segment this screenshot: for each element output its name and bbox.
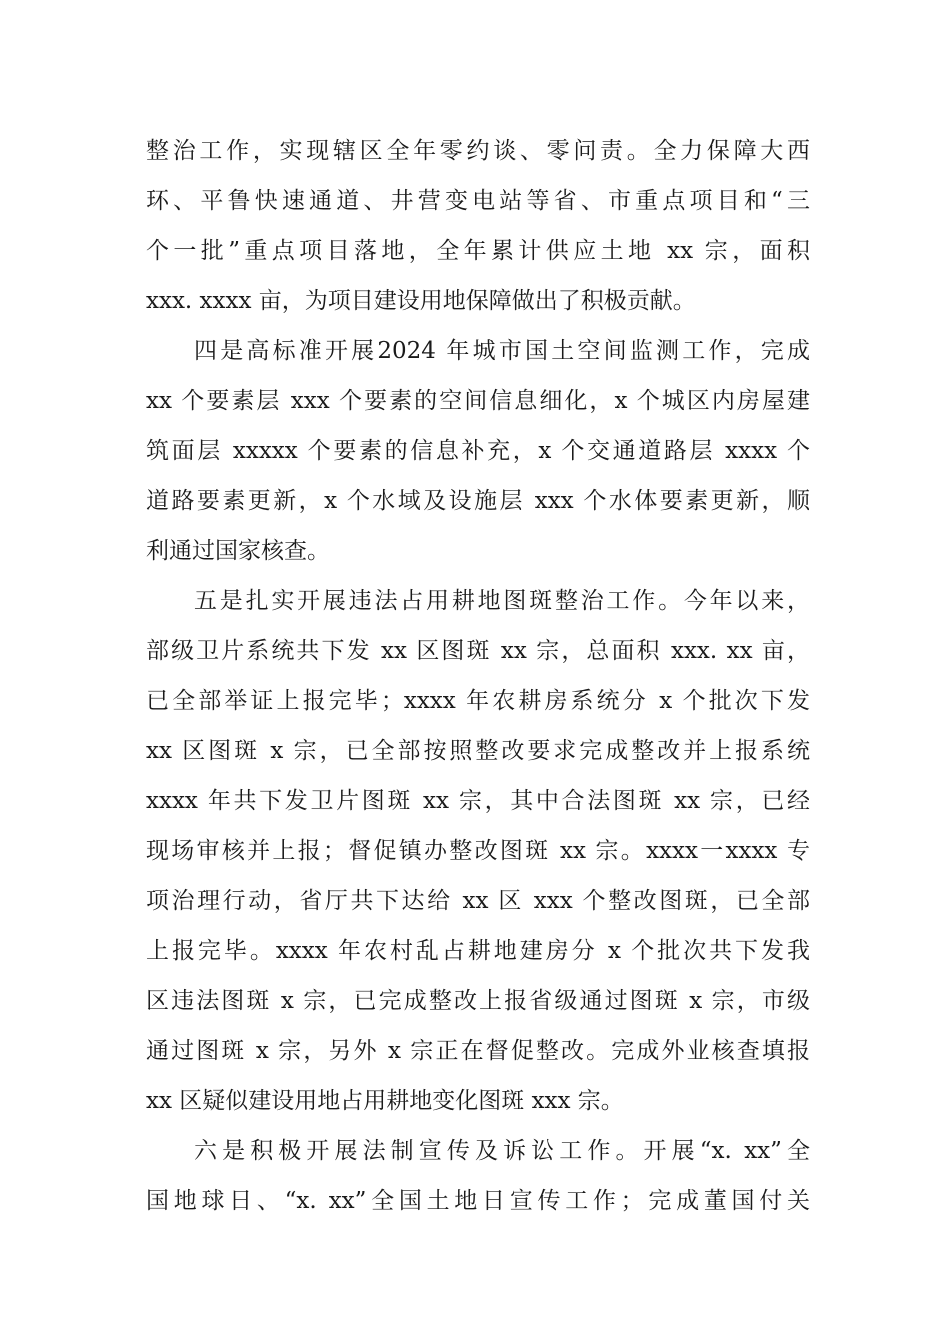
text-line: 四是高标准开展2024 年城市国土空间监测工作，完成 [194,338,810,364]
text-line: 整治工作，实现辖区全年零约谈、零问责。全力保障大西 [146,138,810,164]
text-line: 现场审核并上报；督促镇办整改图斑 xx 宗。xxxx一xxxx 专 [146,838,810,864]
text-line: 六是积极开展法制宣传及诉讼工作。开展“x. xx”全 [194,1138,810,1164]
paragraph-six [146,1126,810,1226]
text-line: xx 区疑似建设用地占用耕地变化图斑 xxx 宗。 [146,1088,624,1114]
text-line: 区违法图斑 x 宗，已完成整改上报省级通过图斑 x 宗，市级 [146,988,810,1014]
text-line: 利通过国家核查。 [146,538,330,564]
text-line: 国地球日、“x. xx”全国土地日宣传工作；完成董国付关 [146,1188,810,1214]
text-line: xx 区图斑 x 宗，已全部按照整改要求完成整改并上报系统 [146,738,810,764]
paragraph-continued [146,126,810,326]
text-line: 筑面层 xxxxx 个要素的信息补充，x 个交通道路层 xxxx 个 [146,438,810,464]
text-line: xxxx 年共下发卫片图斑 xx 宗，其中合法图斑 xx 宗，已经 [146,788,810,814]
text-line: 项治理行动，省厅共下达给 xx 区 xxx 个整改图斑，已全部 [146,888,810,914]
text-line: xx 个要素层 xxx 个要素的空间信息细化，x 个城区内房屋建 [146,388,810,414]
paragraph-five [146,576,810,1126]
text-line: 上报完毕。xxxx 年农村乱占耕地建房分 x 个批次共下发我 [146,938,810,964]
text-line: xxx. xxxx 亩，为项目建设用地保障做出了积极贡献。 [146,288,696,314]
text-line: 部级卫片系统共下发 xx 区图斑 xx 宗，总面积 xxx. xx 亩， [146,638,810,664]
text-line: 已全部举证上报完毕；xxxx 年农耕房系统分 x 个批次下发 [146,688,810,714]
document-body [146,126,810,1226]
text-line: 个一批”重点项目落地，全年累计供应土地 xx 宗，面积 [146,238,810,264]
text-line: 五是扎实开展违法占用耕地图斑整治工作。今年以来， [194,588,810,614]
paragraph-four [146,326,810,576]
text-line: 通过图斑 x 宗，另外 x 宗正在督促整改。完成外业核查填报 [146,1038,810,1064]
text-line: 环、平鲁快速通道、井营变电站等省、市重点项目和“三 [146,188,810,214]
text-line: 道路要素更新，x 个水域及设施层 xxx 个水体要素更新，顺 [146,488,810,514]
